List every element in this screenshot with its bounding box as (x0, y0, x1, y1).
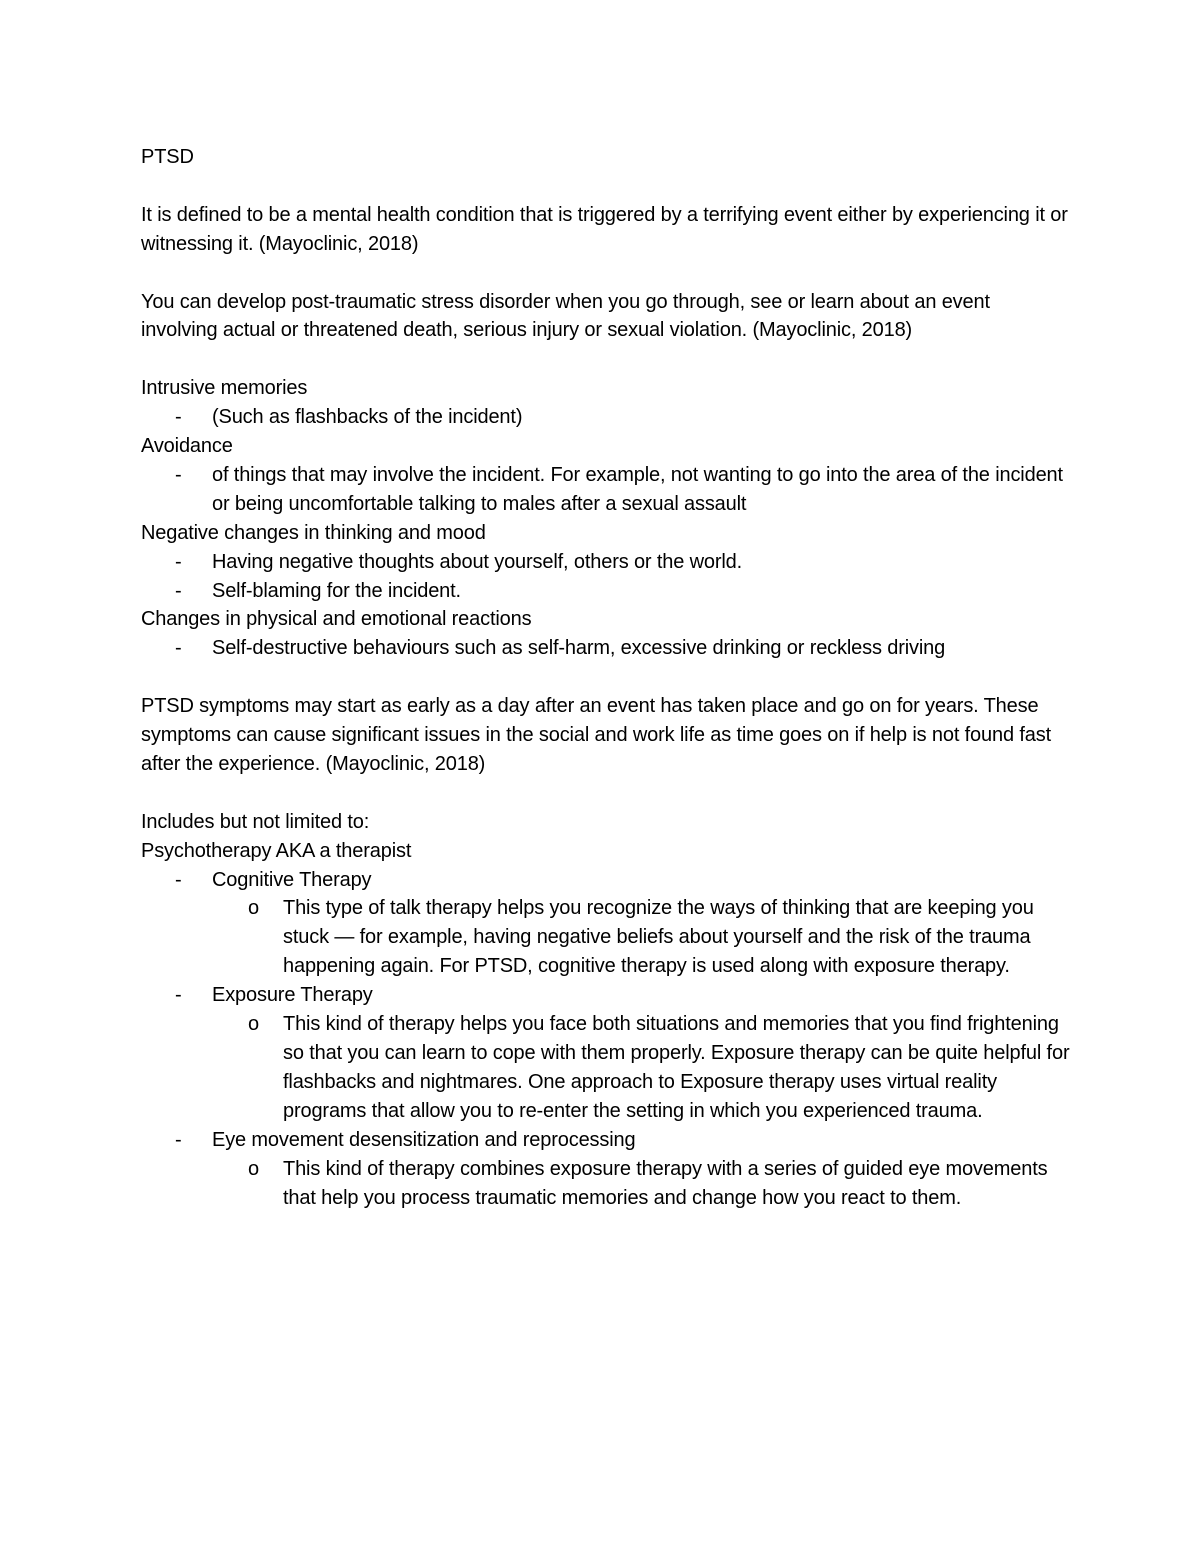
therapy-name: Cognitive Therapy (212, 868, 372, 891)
dash-bullet: - (175, 868, 182, 891)
list-item-text: (Such as flashbacks of the incident) (212, 406, 523, 429)
dash-bullet: - (175, 406, 182, 429)
therapy-name: Exposure Therapy (212, 984, 373, 1007)
dash-bullet: - (175, 550, 182, 573)
therapy-item (141, 1126, 1071, 1155)
symptom-heading: Changes in physical and emotional reactions (141, 608, 532, 631)
therapy-description-item (141, 1155, 1071, 1213)
dash-bullet: - (175, 579, 182, 602)
list-item-text: Self-destructive behaviours such as self-harm, excessive drinking or reckless driving (212, 637, 946, 660)
therapy-description-item (141, 1010, 1071, 1126)
therapy-description: This kind of therapy combines exposure therapy with a series of guided eye movements that help you process traumatic memories and change how you react to them. (283, 1157, 1048, 1209)
circle-bullet: o (248, 1157, 259, 1180)
document-body (141, 143, 1071, 1212)
list-item-text: of things that may involve the incident. For example, not wanting to go into the area of the incident or being uncomfortable talking to males after a sexual assault (212, 463, 1063, 515)
therapy-item (141, 981, 1071, 1010)
therapy-name: Eye movement desensitization and reprocessing (212, 1128, 636, 1151)
list-item (141, 403, 1071, 432)
dash-bullet: - (175, 984, 182, 1007)
dash-bullet: - (175, 463, 182, 486)
dash-bullet: - (175, 1128, 182, 1151)
document-title: PTSD (141, 146, 194, 168)
list-item (141, 461, 1071, 519)
list-item-text: Having negative thoughts about yourself, others or the world. (212, 550, 743, 573)
treatment-section (141, 808, 1071, 1213)
list-item-text: Self-blaming for the incident. (212, 579, 461, 602)
therapy-description: This kind of therapy helps you face both situations and memories that you find frightening so that you can learn to cope with them properly. Exposure therapy can be quite helpful for flashbacks and nightmares. One approach to Exposure therapy uses virtual reality programs that allow you to re-enter the setting in which you experienced trauma. (283, 1013, 1070, 1122)
definition-paragraph: It is defined to be a mental health condition that is triggered by a terrifying event either by experiencing it or witnessing it. (Mayoclinic, 2018) (141, 203, 1068, 255)
circle-bullet: o (248, 1013, 259, 1036)
list-item (141, 634, 1071, 663)
list-item (141, 548, 1071, 577)
therapy-item (141, 866, 1071, 895)
spacer (141, 663, 1071, 692)
spacer (141, 172, 1071, 201)
spacer (141, 779, 1071, 808)
development-paragraph: You can develop post-traumatic stress disorder when you go through, see or learn about an event involving actual or threatened death, serious injury or sexual violation. (Mayoclinic, 2018) (141, 290, 990, 342)
therapy-description: This type of talk therapy helps you recognize the ways of thinking that are keeping you stuck — for example, having negative beliefs about yourself and the risk of the trauma happening again. For PTSD, cognitive therapy is used along with exposure therapy. (283, 897, 1034, 978)
treatment-heading: Psychotherapy AKA a therapist (141, 839, 412, 862)
spacer (141, 345, 1071, 374)
symptom-heading: Avoidance (141, 435, 233, 458)
list-item (141, 577, 1071, 606)
therapy-description-item (141, 894, 1071, 981)
symptom-heading: Intrusive memories (141, 377, 308, 400)
dash-bullet: - (175, 637, 182, 660)
circle-bullet: o (248, 897, 259, 920)
symptom-section (141, 374, 1071, 663)
treatment-intro: Includes but not limited to: (141, 810, 370, 833)
spacer (141, 259, 1071, 288)
symptom-heading: Negative changes in thinking and mood (141, 521, 486, 544)
onset-paragraph: PTSD symptoms may start as early as a day after an event has taken place and go on for years. These symptoms can cause significant issues in the social and work life as time goes on if help is not found fast after the experience. (Mayoclinic, 2018) (141, 695, 1051, 775)
